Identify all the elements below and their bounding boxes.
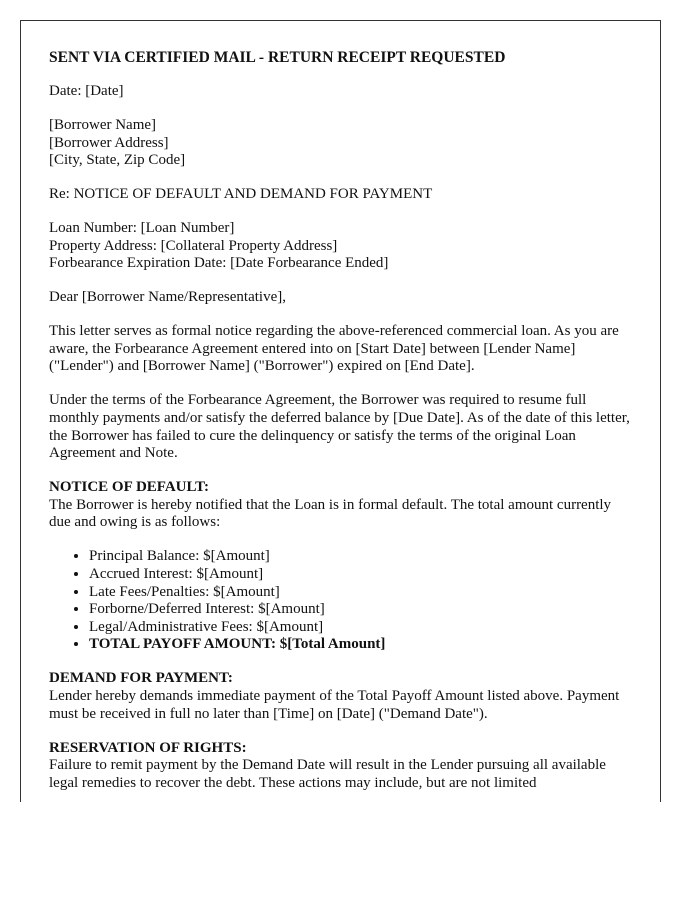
amounts-due-list [49, 548, 632, 654]
salutation: Dear [Borrower Name/Representative], [49, 289, 286, 306]
letter-content [21, 21, 660, 792]
date-line: Date: [Date] [49, 82, 124, 99]
property-address: Property Address: [Collateral Property Address] [49, 237, 338, 254]
list-item-legal-fees: • Legal/Administrative Fees: $[Amount] [89, 619, 632, 637]
letter-page [20, 20, 661, 802]
reservation-of-rights-section [49, 740, 632, 793]
subject-line: Re: NOTICE OF DEFAULT AND DEMAND FOR PAYMENT [49, 186, 433, 203]
forbearance-terms-paragraph: Under the terms of the Forbearance Agreement, the Borrower was required to resume full monthly payments and/or satisfy the deferred balance by [Due Date]. As of the date of this letter, the Borrower has failed to cure the delinquency or satisfy the terms of the original Loan Agreement and Note. [49, 392, 630, 462]
list-item-total-payoff: • TOTAL PAYOFF AMOUNT: $[Total Amount] [89, 636, 632, 654]
reservation-of-rights-body: Failure to remit payment by the Demand Date will result in the Lender pursuing all available legal remedies to recover the debt. These actions may include, but are not limited [49, 757, 606, 791]
recipient-name: [Borrower Name] [49, 116, 157, 133]
intro-paragraph: This letter serves as formal notice regarding the above-referenced commercial loan. As you are aware, the Forbearance Agreement entered into on [Start Date] between [Lender Name] ("Lender") and [Borrower Name] ("Borrower") expired on [End Date]. [49, 323, 619, 375]
recipient-address: [Borrower Address] [49, 134, 169, 151]
demand-for-payment-heading: DEMAND FOR PAYMENT: [49, 670, 233, 687]
demand-for-payment-body: Lender hereby demands immediate payment of the Total Payoff Amount listed above. Payment must be received in full no later than [Time] on [Date] ("Demand Date"). [49, 687, 620, 722]
list-item-late-fees: • Late Fees/Penalties: $[Amount] [89, 584, 632, 602]
loan-number: Loan Number: [Loan Number] [49, 220, 235, 237]
mail-notice-heading: SENT VIA CERTIFIED MAIL - RETURN RECEIPT REQUESTED [49, 49, 506, 66]
notice-of-default-body: The Borrower is hereby notified that the Loan is in formal default. The total amount currently due and owing is as follows: [49, 496, 612, 531]
list-item-deferred-interest: • Forborne/Deferred Interest: $[Amount] [89, 601, 632, 619]
list-item-principal-balance: • Principal Balance: $[Amount] [89, 548, 632, 566]
recipient-city-state-zip: [City, State, Zip Code] [49, 152, 186, 169]
reservation-of-rights-heading: RESERVATION OF RIGHTS: [49, 739, 247, 756]
demand-for-payment-section [49, 670, 632, 723]
list-item-accrued-interest: • Accrued Interest: $[Amount] [89, 566, 632, 584]
loan-details-block [49, 220, 632, 273]
notice-of-default-section [49, 479, 632, 532]
recipient-block [49, 117, 632, 170]
notice-of-default-heading: NOTICE OF DEFAULT: [49, 479, 210, 496]
forbearance-expiration-date: Forbearance Expiration Date: [Date Forbearance Ended] [49, 255, 389, 272]
